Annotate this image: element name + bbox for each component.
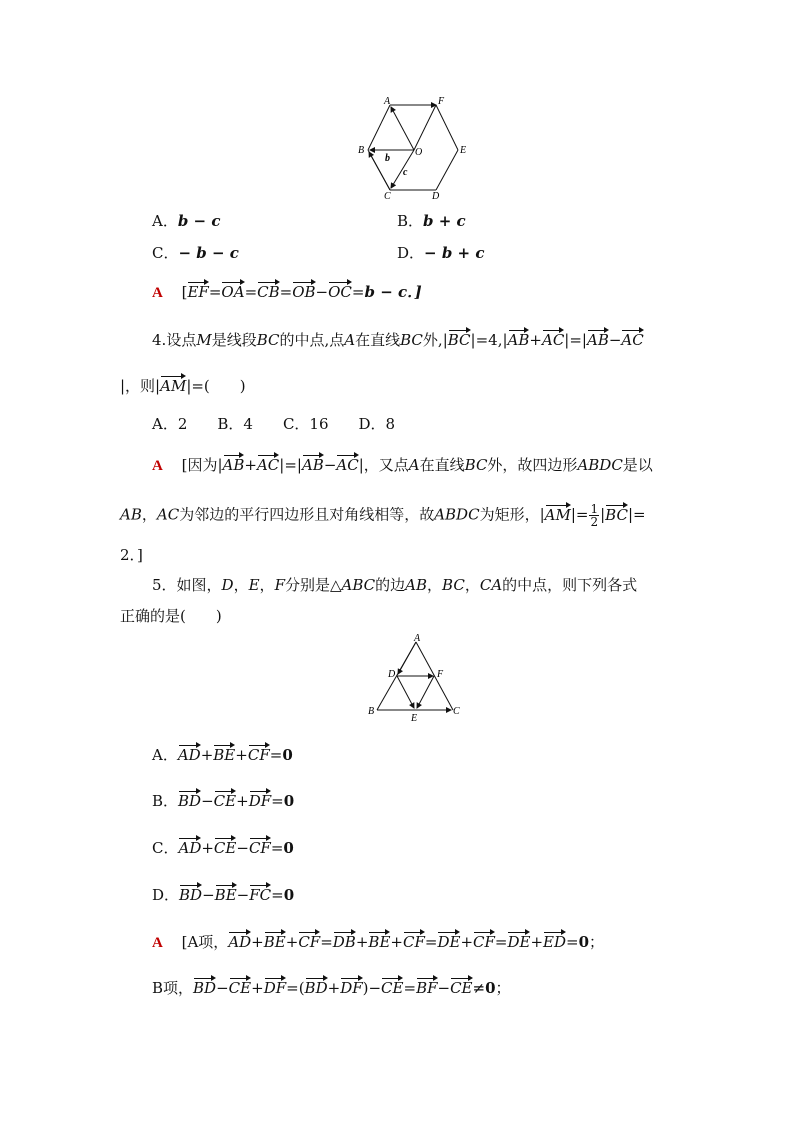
vec-OA: OA (221, 283, 245, 301)
label-D: D (432, 191, 440, 202)
q4-s2: |，又点 (358, 456, 409, 474)
q4-s5: 是以 (622, 456, 653, 474)
q5-CA: CA (479, 576, 503, 594)
vec-CF: CF (402, 933, 425, 951)
q5-D: D (221, 576, 234, 594)
q4-s3: 在直线 (419, 456, 465, 474)
vec-CE: CE (213, 792, 237, 810)
zero-vector: 0 (283, 792, 295, 810)
q3-option-d-label: D． (397, 244, 425, 262)
q3-option-b (397, 211, 466, 231)
vec-AB-2: AB (586, 331, 609, 349)
q3-option-a-label: A． (152, 212, 178, 230)
vec-OB: OB (292, 283, 316, 301)
vec-CE: CE (450, 979, 473, 997)
q4-M: M (196, 331, 212, 349)
q4-A1: A (344, 331, 356, 349)
label-F2: F (437, 669, 444, 680)
vec-CF: CF (247, 746, 270, 764)
q4-stem-line2 (120, 376, 246, 396)
q4-t5: 外, (422, 331, 443, 349)
vector-FE (417, 676, 434, 708)
fraction-half (589, 503, 599, 528)
q4-l2d: 为邻边的平行四边形且对角线相等，故 (179, 505, 435, 524)
vec-BC-2: BC (605, 505, 628, 524)
hex-edge-BA (368, 105, 390, 150)
q5-ABC: ABC (341, 576, 376, 594)
q4-t3: 的中点,点 (279, 331, 345, 349)
vec-CF: CF (473, 933, 495, 951)
q5-t3: 的中点，则下列各式 (502, 576, 638, 594)
q3-option-c-text: − b − c (178, 244, 239, 262)
q4-A2: A (408, 456, 420, 474)
q3-answer: A (152, 285, 163, 301)
q4-stem-line1: 4.设点M是线段BC的中点,点A在直线BC外,|BC|=4,|AB+AC|=|AB−AC (152, 331, 644, 349)
vec-CE: CE (381, 979, 404, 997)
vec-BE: BE (214, 886, 237, 904)
vec-BD: BD (304, 979, 328, 997)
vec-DF: DF (263, 979, 287, 997)
q5-answer: A (152, 935, 163, 951)
vec-DF: DF (248, 792, 272, 810)
q3-option-d-text: − b + c (424, 244, 485, 262)
frac-den: 2 (590, 515, 599, 529)
vec-BD: BD (178, 792, 202, 810)
q4-eq4: =4, (475, 331, 503, 349)
zero-vector: 0 (282, 746, 293, 764)
q5-option-d-label: D． (152, 886, 180, 904)
q4-BC2: BC (400, 331, 423, 349)
label-F: F (438, 96, 445, 107)
q3-sol-open: [ (181, 283, 188, 301)
q5-option-a-full: A．AD+BE+CF=0 (152, 746, 293, 764)
vec-DB: DB (332, 933, 356, 951)
q5-option-c-label: C． (152, 839, 179, 857)
vec-AD: AD (178, 839, 202, 857)
label-B2: B (368, 706, 375, 717)
vec-BE: BE (263, 933, 286, 951)
zero-vector: 0 (283, 839, 294, 857)
label-C2: C (453, 706, 460, 717)
q5-AB: AB (405, 576, 428, 594)
q5-BC: BC (442, 576, 465, 594)
vec-BD: BD (193, 979, 217, 997)
vec-DE: DE (437, 933, 461, 951)
vec-AB-3: AB (222, 456, 245, 474)
q4-answer: A (152, 458, 163, 474)
vector-AD (398, 642, 416, 674)
vec-AC: AC (541, 331, 565, 349)
vec-CF: CF (248, 839, 271, 857)
q3-option-d (397, 243, 484, 263)
label-E: E (460, 145, 467, 156)
q3-option-b-label: B． (397, 212, 424, 230)
triangle-figure (365, 632, 465, 724)
q3-option-a (152, 211, 220, 231)
q5-stem-line1: 5．如图，D，E，F分别是△ABC的边AB，BC，CA的中点，则下列各式 (152, 576, 638, 594)
vec-CE: CE (228, 979, 252, 997)
zero-vector: 0 (283, 886, 295, 904)
vec-DE: DE (507, 933, 531, 951)
q5-option-c: C．AD+CE−CF=0 (152, 839, 294, 857)
q3-sol-tail: b − c．] (364, 283, 422, 301)
vec-ED: ED (543, 933, 567, 951)
q4-solution-line3: 2．] (120, 546, 143, 564)
q4-solution-line1: A [因为|AB+AC|=|AB−AC|，又点A在直线BC外，故四边形ABDC是以 (152, 456, 653, 474)
q4-cont1: |，则| (120, 377, 161, 395)
vec-AM: AM (160, 377, 187, 395)
q4-l2f: 为矩形，| (479, 505, 545, 524)
vec-BF: BF (416, 979, 438, 997)
vec-FC: FC (249, 886, 272, 904)
q5-E: E (248, 576, 260, 594)
vec-CB: CB (257, 283, 280, 301)
label-A2: A (414, 633, 421, 644)
label-b: b (385, 153, 390, 164)
q5-option-a-label: A． (152, 746, 178, 764)
label-C: C (384, 191, 391, 202)
q4-l2e: ABDC (434, 505, 480, 524)
vec-EF: EF (187, 283, 209, 301)
vec-CF: CF (298, 933, 321, 951)
hexagon-figure (352, 95, 482, 203)
q3-option-c (152, 243, 239, 263)
q3-option-c-label: C． (152, 244, 179, 262)
frac-num: 1 (590, 502, 599, 516)
zero-vector: 0 (578, 933, 590, 951)
q5-solution-a: A [A项，AD+BE+CF=DB+BE+CF=DE+CF=DE+ED=0； (152, 933, 605, 951)
q3-option-b-text: b + c (423, 212, 466, 230)
vec-AB: AB (507, 331, 530, 349)
vec-AD: AD (228, 933, 252, 951)
label-O: O (415, 147, 423, 158)
q3-option-a-text: b − c (177, 212, 221, 230)
label-B: B (358, 145, 365, 156)
vec-BE: BE (213, 746, 236, 764)
q5-number: 5．如图， (152, 576, 222, 594)
q3-solution: A [EF=OA=CB=OB−OC=b − c．] (152, 283, 422, 301)
q4-BC3: BC (464, 456, 488, 474)
label-c: c (403, 167, 408, 178)
vec-AC-2: AC (621, 331, 644, 349)
vec-CE: CE (213, 839, 237, 857)
q5-solA-pre: [A项， (181, 933, 229, 951)
vector-DE (397, 676, 414, 708)
q4-t4: 在直线 (355, 331, 401, 349)
vec-BD: BD (179, 886, 203, 904)
label-A: A (384, 96, 391, 107)
vector-OA (391, 107, 414, 150)
q4-t2: 是线段 (211, 331, 257, 349)
vec-AD: AD (177, 746, 201, 764)
label-D2: D (388, 669, 396, 680)
q4-options: A．2 B．4 C．16 D．8 (152, 415, 396, 433)
q4-solution-line2: AB，AC为邻边的平行四边形且对角线相等，故ABDC为矩形，|AM|= $\frac{1}{2}$ |BC|= (120, 502, 646, 529)
q5-t2: 的边 (375, 576, 406, 594)
q5-option-b: B．BD−CE+DF=0 (152, 792, 295, 810)
q5-solution-b: B项，BD−CE+DF=(BD+DF)−CE=BF−CE≠0； (152, 979, 511, 997)
q4-l2a: AB (120, 505, 142, 524)
q4-s1: [因为| (181, 456, 223, 474)
vec-DF: DF (340, 979, 363, 997)
q5-stem-line2: 正确的是( ) (120, 607, 222, 625)
vec-AC-4: AC (336, 456, 359, 474)
hex-edge-ED (436, 150, 458, 190)
vec-BC: BC (447, 331, 471, 349)
vec-BE: BE (368, 933, 391, 951)
q4-BC1: BC (256, 331, 280, 349)
q5-t1: 分别是△ (284, 576, 342, 594)
q4-l2c: AC (156, 505, 180, 524)
vec-AC-3: AC (256, 456, 280, 474)
q5-option-b-label: B． (152, 792, 179, 810)
vec-AB-4: AB (301, 456, 324, 474)
q4-ABDC: ABDC (577, 456, 623, 474)
q4-l2b: ， (141, 505, 157, 524)
not-equal: ≠ (472, 979, 486, 997)
zero-vector: 0 (485, 979, 496, 997)
q4-cont2: |=( ) (186, 377, 246, 395)
q5-F: F (274, 576, 285, 594)
hex-edge-FE (436, 105, 458, 150)
q5-option-d: D．BD−BE−FC=0 (152, 886, 295, 904)
vec-OC: OC (328, 283, 352, 301)
label-E2: E (411, 713, 418, 724)
q4-s4: 外，故四边形 (487, 456, 578, 474)
q5-solB-pre: B项， (152, 979, 194, 997)
q4-number: 4. (152, 331, 167, 349)
vec-AM-2: AM (544, 505, 571, 524)
q4-t1: 设点 (166, 331, 197, 349)
segment-AO-right (414, 105, 436, 150)
